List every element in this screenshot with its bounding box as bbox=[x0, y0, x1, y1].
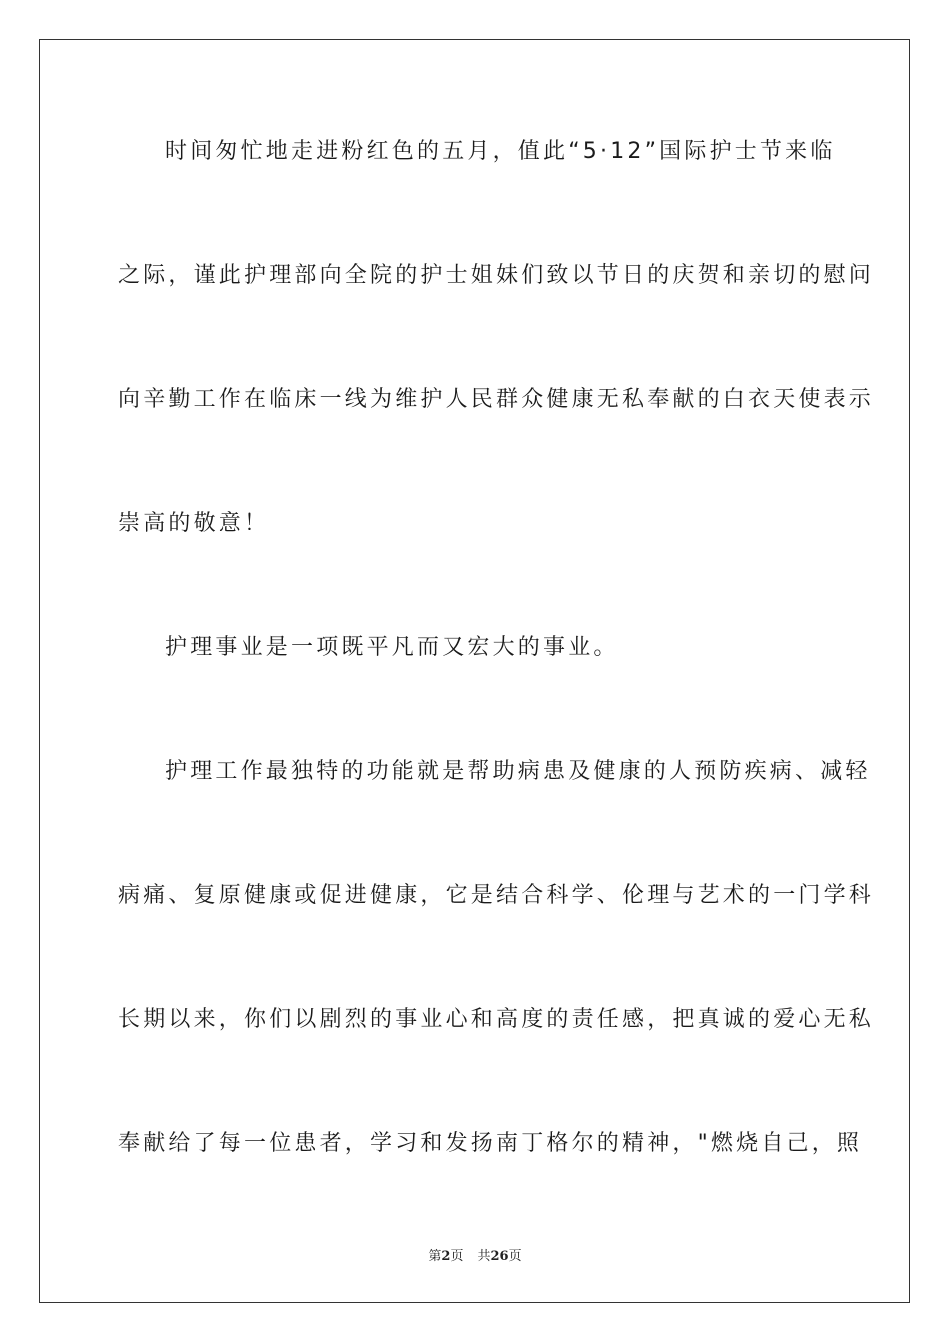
text-line-5: 护理事业是一项既平凡而又宏大的事业。 bbox=[165, 635, 619, 660]
text-line-3: 向辛勤工作在临床一线为维护人民群众健康无私奉献的白衣天使表示 bbox=[118, 387, 875, 412]
text-line-8: 长期以来，你们以剧烈的事业心和高度的责任感，把真诚的爱心无私 bbox=[118, 1007, 875, 1032]
text-line-9: 奉献给了每一位患者，学习和发扬南丁格尔的精神，"燃烧自己，照 bbox=[118, 1131, 863, 1156]
text-line-2: 之际，谨此护理部向全院的护士姐妹们致以节日的庆贺和亲切的慰问 bbox=[118, 263, 875, 288]
page-footer bbox=[0, 1248, 950, 1266]
page-border bbox=[39, 39, 910, 1303]
text-line-7: 病痛、复原健康或促进健康，它是结合科学、伦理与艺术的一门学科 bbox=[118, 883, 875, 908]
footer-total-prefix: 共 bbox=[477, 1249, 491, 1264]
footer-page-number: 2 bbox=[441, 1249, 451, 1264]
text-line-4: 崇高的敬意！ bbox=[118, 511, 270, 536]
footer-total-suffix: 页 bbox=[508, 1249, 522, 1264]
text-line-6: 护理工作最独特的功能就是帮助病患及健康的人预防疾病、减轻 bbox=[165, 759, 871, 784]
footer-page-suffix: 页 bbox=[450, 1249, 464, 1264]
footer-page-prefix: 第 bbox=[428, 1249, 442, 1264]
footer-total-pages: 26 bbox=[490, 1249, 509, 1264]
text-line-1: 时间匆忙地走进粉红色的五月，值此“5·12”国际护士节来临 bbox=[165, 139, 836, 164]
